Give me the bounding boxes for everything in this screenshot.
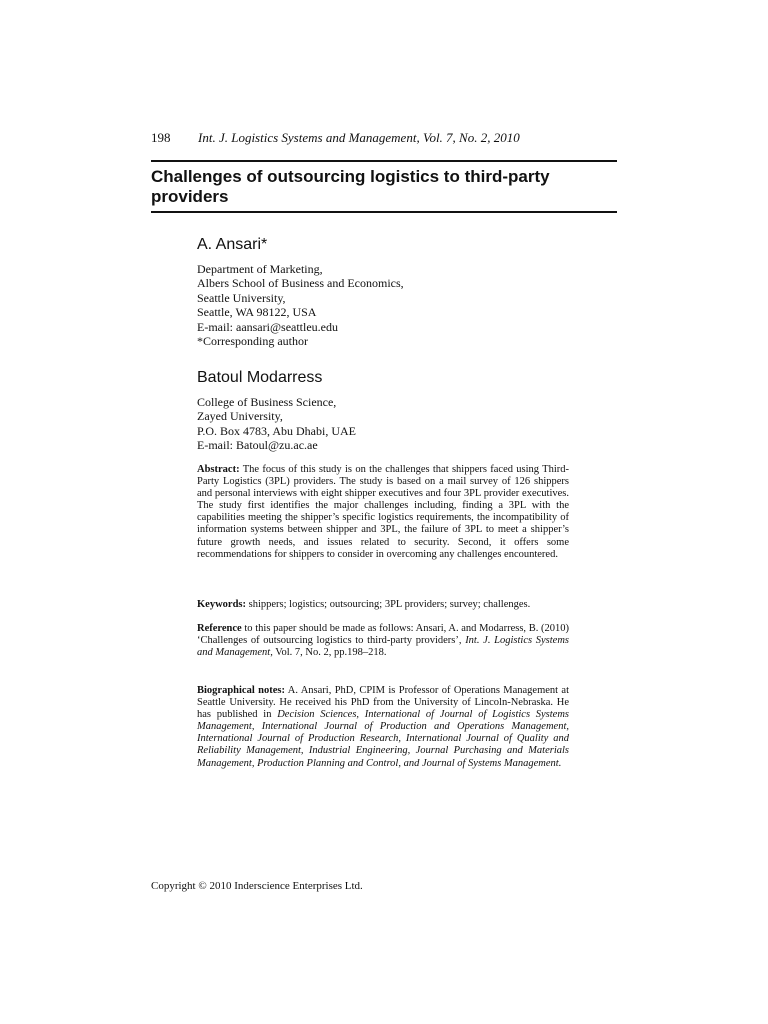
reference-text: to this paper should be made as follows: Ansari, A. and Modarress, B. (2010) ‘Challenges of outsourcing logistics to third-party providers’, — [197, 623, 570, 647]
author-email: E-mail: Batoul@zu.ac.ae — [197, 438, 318, 453]
keywords-label: Keywords: — [197, 599, 246, 610]
page-number: 198 — [151, 130, 171, 145]
abstract-text: The focus of this study is on the challenges that shippers faced using Third-Party Logistics (3PL) providers. The study is based on a mail survey of 126 shippers and personal interviews with eight shipper executives and four 3PL provider executives. The study first identifies the major challenges including, finding a 3PL with the capabilities meeting the shipper’s specific logistics requirements, the incompatibility of information systems between shipper and 3PL, the failure of 3PL to meet a shipper’s future growth needs, and issues related to security. Second, it offers some recommendations for shippers to consider in overcoming any challenges encountered. — [197, 464, 569, 560]
reference-journal: Int. J. Logistics Systems and Management — [197, 635, 570, 659]
reference-note — [197, 623, 569, 659]
keywords — [197, 599, 569, 611]
copyright-notice: Copyright © 2010 Inderscience Enterprises Ltd. — [151, 880, 363, 892]
reference-label: Reference — [197, 623, 242, 634]
affiliation-line: Albers School of Business and Economics, — [197, 276, 404, 291]
biography-text: A. Ansari, PhD, CPIM is Professor of Operations Management at Seattle University. He received his PhD from the University of Lincoln-Nebraska. He has published in — [197, 685, 570, 721]
affiliation-line: College of Business Science, — [197, 395, 337, 409]
reference-volume: , Vol. 7, No. 2, pp.198–218. — [270, 647, 387, 659]
author-email: E-mail: aansari@seattleu.edu — [197, 319, 338, 334]
author-name-1: A. Ansari* — [197, 236, 268, 253]
affiliation-line: Zayed University, — [197, 409, 283, 424]
biographical-notes — [197, 685, 569, 770]
biography-label: Biographical notes: — [197, 685, 285, 696]
title-rule-bottom — [151, 211, 617, 213]
affiliation-line: Seattle, WA 98122, USA — [197, 305, 317, 320]
journal-citation: Int. J. Logistics Systems and Management, Vol. 7, No. 2, 2010 — [198, 130, 520, 145]
affiliation-line: Department of Marketing, — [197, 262, 323, 276]
author-name-2: Batoul Modarress — [197, 369, 323, 386]
affiliation-line: P.O. Box 4783, Abu Dhabi, UAE — [197, 423, 357, 438]
running-head — [151, 130, 520, 146]
paper-title: Challenges of outsourcing logistics to third-party providers — [151, 167, 550, 206]
corresponding-author-note: *Corresponding author — [197, 334, 308, 349]
biography-journals: Decision Sciences, International of Journal of Logistics Systems Management, International Journal of Production and Operations Management, International Journal of Production Research, International Journal of Quality and Reliability Management, Industrial Engineering, Journal Purchasing and Materials Management, Production Planning and Control, and Journal of Systems Management. — [197, 709, 570, 769]
affiliation-line: Seattle University, — [197, 290, 286, 305]
author-affiliation-1 — [197, 262, 577, 348]
title-rule-top — [151, 160, 617, 162]
abstract — [197, 464, 569, 561]
keywords-text: shippers; logistics; outsourcing; 3PL providers; survey; challenges. — [248, 599, 531, 610]
abstract-label: Abstract: — [197, 464, 240, 475]
author-affiliation-2 — [197, 395, 577, 453]
